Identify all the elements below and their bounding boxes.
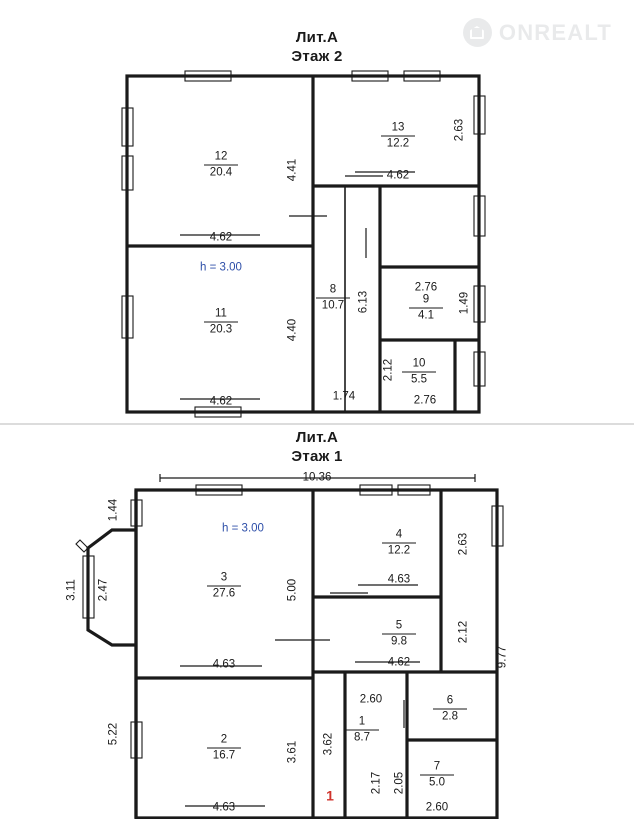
room-4-number: 4 — [395, 528, 403, 541]
room-8-number: 8 — [329, 283, 337, 296]
room-8 — [316, 284, 350, 313]
dim-floor2-4-62-b: 4.62 — [209, 395, 233, 408]
floor2-title-line2: Этаж 2 — [291, 48, 343, 65]
room-5-rule — [382, 634, 416, 635]
room-12-area: 20.4 — [209, 166, 233, 179]
room-7-area: 5.0 — [429, 776, 445, 789]
dim-floor1-2-60-a: 2.60 — [359, 693, 383, 706]
dim-floor2-1-49: 1.49 — [458, 291, 471, 315]
room-4 — [382, 529, 416, 558]
dim-floor2-2-76-b: 2.76 — [413, 394, 437, 407]
room-1-area: 8.7 — [354, 731, 370, 744]
room-4-area: 12.2 — [387, 544, 411, 557]
floor1-title-line2: Этаж 1 — [291, 448, 343, 465]
floor1-marker: 1 — [326, 787, 334, 804]
dim-floor2-4-41: 4.41 — [286, 158, 299, 182]
dim-floor1-4-63-a: 4.63 — [212, 658, 236, 671]
room-1-rule — [345, 730, 379, 731]
dim-floor2-2-12: 2.12 — [382, 358, 395, 382]
room-12-number: 12 — [214, 150, 228, 163]
room-1-number: 1 — [358, 715, 366, 728]
room-6 — [433, 695, 467, 724]
dim-floor1-2-60-b: 2.60 — [425, 801, 449, 814]
dim-floor2-6-13: 6.13 — [357, 290, 370, 314]
room-1 — [345, 716, 379, 745]
room-3-area: 27.6 — [212, 587, 236, 600]
dim-floor1-2-17: 2.17 — [370, 771, 383, 795]
room-8-rule — [316, 298, 350, 299]
room-9-rule — [409, 308, 443, 309]
floor2-title-line1: Лит.А — [295, 29, 339, 46]
room-7-rule — [420, 775, 454, 776]
room-10 — [402, 358, 436, 387]
dim-floor2-4-40: 4.40 — [286, 318, 299, 342]
dim-floor1-4-62: 4.62 — [387, 656, 411, 669]
dim-floor1-3-11: 3.11 — [65, 579, 78, 601]
room-2-rule — [207, 748, 241, 749]
room-8-area: 10.7 — [321, 299, 345, 312]
room-10-area: 5.5 — [411, 373, 427, 386]
room-2 — [207, 734, 241, 763]
room-7 — [420, 761, 454, 790]
dim-floor1-2-63: 2.63 — [457, 532, 470, 556]
dim-floor1-2-47: 2.47 — [97, 578, 110, 602]
room-3-rule — [207, 586, 241, 587]
dim-floor1-2-05: 2.05 — [393, 771, 406, 795]
dim-floor1-5-00: 5.00 — [286, 578, 299, 602]
dim-floor1-9-77: 9.77 — [496, 645, 509, 669]
room-6-rule — [433, 709, 467, 710]
dim-floor2-4-62-a: 4.62 — [209, 231, 233, 244]
dim-floor2-2-76-a: 2.76 — [414, 281, 438, 294]
room-3-number: 3 — [220, 571, 228, 584]
room-5-area: 9.8 — [391, 635, 407, 648]
dim-floor1-1-44: 1.44 — [107, 498, 120, 522]
room-9-area: 4.1 — [418, 309, 434, 322]
dim-floor1-5-22: 5.22 — [107, 722, 120, 746]
room-9-number: 9 — [422, 293, 430, 306]
room-6-area: 2.8 — [442, 710, 458, 723]
dim-floor1-3-62: 3.62 — [322, 732, 335, 756]
floor1-title-line1: Лит.А — [295, 429, 339, 446]
room-10-rule — [402, 372, 436, 373]
room-11-rule — [204, 322, 238, 323]
dim-floor2-1-74: 1.74 — [332, 390, 356, 403]
dim-floor1-2-12: 2.12 — [457, 620, 470, 644]
room-11-number: 11 — [215, 307, 227, 320]
room-12-rule — [204, 165, 238, 166]
room-2-area: 16.7 — [212, 749, 236, 762]
dim-floor1-4-63-c: 4.63 — [387, 573, 411, 586]
dim-floor2-2-63: 2.63 — [453, 118, 466, 142]
room-13-number: 13 — [391, 121, 405, 134]
room-9 — [409, 294, 443, 323]
watermark-label: ONREALT — [498, 19, 612, 45]
floor2-ceiling-note: h = 3.00 — [200, 261, 242, 274]
room-6-number: 6 — [446, 694, 454, 707]
dim-floor1-10-36: 10.36 — [302, 471, 332, 484]
room-2-number: 2 — [220, 733, 228, 746]
room-12 — [204, 151, 238, 180]
room-13 — [381, 122, 415, 151]
room-3 — [207, 572, 241, 601]
floor1-ceiling-note: h = 3.00 — [222, 522, 264, 535]
room-10-number: 10 — [412, 357, 426, 370]
room-11 — [204, 308, 238, 337]
dim-floor1-3-61: 3.61 — [286, 740, 299, 764]
room-5 — [382, 620, 416, 649]
room-5-number: 5 — [395, 619, 403, 632]
room-4-rule — [382, 543, 416, 544]
dim-floor2-4-62-c: 4.62 — [386, 169, 410, 182]
room-11-area: 20.3 — [209, 323, 233, 336]
room-13-rule — [381, 136, 415, 137]
room-13-area: 12.2 — [386, 137, 410, 150]
dim-floor1-4-63-b: 4.63 — [212, 801, 236, 814]
room-7-number: 7 — [433, 760, 441, 773]
